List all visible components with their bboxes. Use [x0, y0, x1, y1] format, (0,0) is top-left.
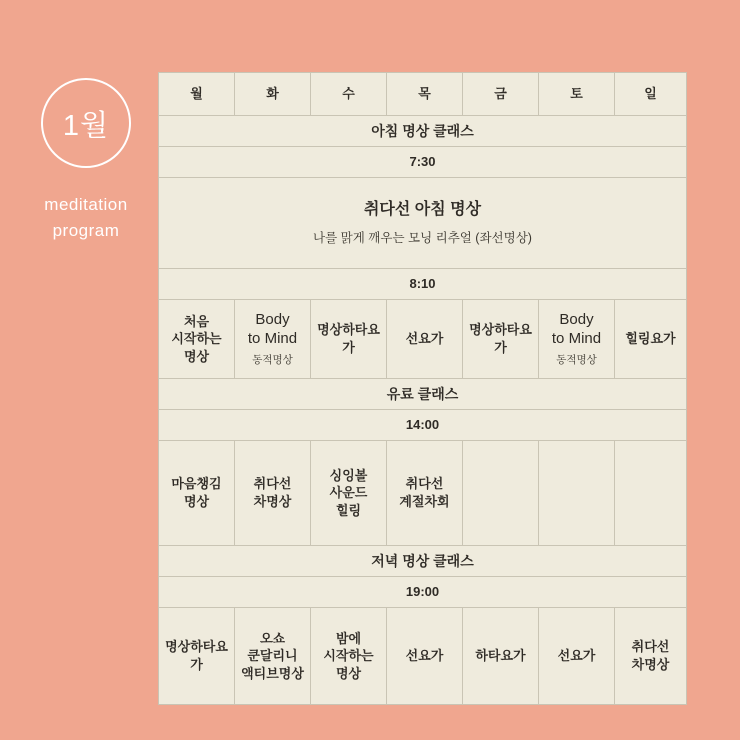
class-cell[interactable]: [615, 300, 687, 379]
class-cell[interactable]: [387, 608, 463, 705]
class-cell[interactable]: [235, 441, 311, 546]
class-name: 하타요가: [475, 648, 526, 664]
class-cell[interactable]: [463, 300, 539, 379]
feature-class-cell[interactable]: [159, 178, 687, 269]
class-name: 밤에 시작하는 명상: [323, 630, 374, 681]
class-cell[interactable]: [311, 441, 387, 546]
class-subtitle: 동적명상: [252, 353, 293, 366]
month-label: 1월: [62, 109, 110, 142]
class-cell-empty: [539, 441, 615, 546]
day-header-cell: 토: [539, 73, 615, 116]
class-name: Body to Mind: [551, 311, 602, 347]
class-subtitle: 동적명상: [556, 353, 597, 366]
section-time: 14:00: [159, 410, 687, 441]
class-name: 마음챙김 명상: [171, 476, 222, 509]
class-cell[interactable]: [159, 300, 235, 379]
schedule-table: [158, 72, 687, 705]
class-name: Body to Mind: [247, 311, 298, 347]
class-cell[interactable]: [539, 608, 615, 705]
class-cell[interactable]: [539, 300, 615, 379]
section-time-row: [159, 147, 687, 178]
feature-class-row: [159, 178, 687, 269]
feature-class-title: 취다선 아침 명상: [363, 201, 482, 219]
class-row: [159, 441, 687, 546]
class-cell-empty: [615, 441, 687, 546]
program-label: [26, 192, 146, 243]
day-header-cell: 금: [463, 73, 539, 116]
class-cell[interactable]: [235, 608, 311, 705]
section-time: 7:30: [159, 147, 687, 178]
class-cell-empty: [463, 441, 539, 546]
section-title-row: [159, 379, 687, 410]
day-header-cell: 월: [159, 73, 235, 116]
section-time: 19:00: [159, 577, 687, 608]
day-header-cell: 목: [387, 73, 463, 116]
month-badge-block: [26, 78, 146, 243]
schedule-body: [159, 73, 687, 705]
class-name: 취다선 차명상: [253, 476, 292, 509]
class-cell[interactable]: [387, 441, 463, 546]
class-cell[interactable]: [159, 608, 235, 705]
class-cell[interactable]: [387, 300, 463, 379]
schedule-table-wrap: [158, 72, 686, 705]
class-cell[interactable]: [235, 300, 311, 379]
class-name: 명상하타요가: [317, 322, 380, 355]
class-cell[interactable]: [311, 608, 387, 705]
section-time-row: [159, 577, 687, 608]
section-title-row: [159, 116, 687, 147]
class-name: 선요가: [557, 648, 596, 664]
class-row: [159, 608, 687, 705]
day-header-row: [159, 73, 687, 116]
section-title: 유료 클래스: [159, 379, 687, 410]
section-time-secondary: 8:10: [159, 269, 687, 300]
day-header-cell: 수: [311, 73, 387, 116]
section-title: 아침 명상 클래스: [159, 116, 687, 147]
section-time-row: [159, 410, 687, 441]
feature-class-subtitle: 나를 맑게 깨우는 모닝 리추얼 (좌선명상): [313, 230, 532, 245]
class-cell[interactable]: [159, 441, 235, 546]
class-name: 선요가: [405, 331, 444, 347]
day-header-cell: 일: [615, 73, 687, 116]
class-name: 싱잉볼 사운드 힐링: [329, 467, 368, 518]
class-name: 선요가: [405, 648, 444, 664]
class-cell[interactable]: [463, 608, 539, 705]
class-cell[interactable]: [311, 300, 387, 379]
class-name: 명상하타요가: [469, 322, 532, 355]
class-row: [159, 300, 687, 379]
class-name: 처음 시작하는 명상: [171, 313, 222, 364]
section-time-row: [159, 269, 687, 300]
day-header-cell: 화: [235, 73, 311, 116]
class-name: 취다선 차명상: [631, 639, 670, 672]
class-name: 취다선 계절차회: [399, 476, 450, 509]
class-name: 명상하타요가: [165, 639, 228, 672]
section-title: 저녁 명상 클래스: [159, 546, 687, 577]
class-cell[interactable]: [615, 608, 687, 705]
class-name: 오쇼 쿤달리니 액티브명상: [241, 630, 304, 681]
section-title-row: [159, 546, 687, 577]
month-circle: [41, 78, 131, 168]
program-label-line1: meditation: [44, 195, 128, 214]
program-label-line2: program: [52, 220, 120, 240]
class-name: 힐링요가: [625, 331, 676, 347]
